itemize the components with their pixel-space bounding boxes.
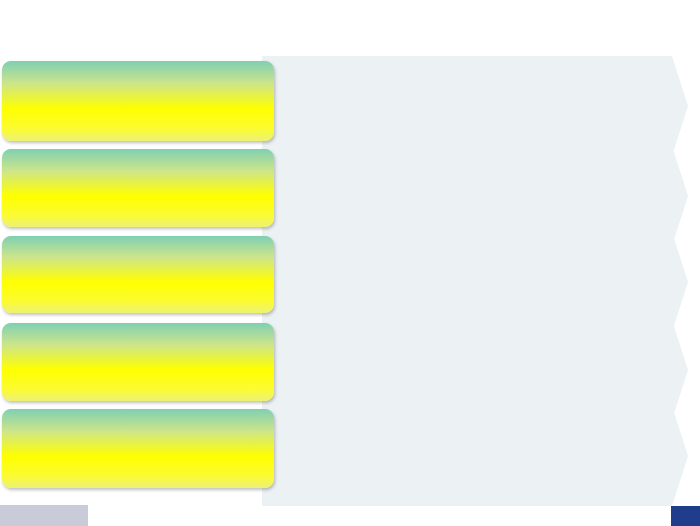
row-arrow-3 [262, 232, 688, 332]
row-arrow-5 [262, 406, 688, 506]
footer-logo-area [0, 505, 88, 526]
row-label-sanitation [2, 236, 274, 313]
page-number [671, 506, 700, 526]
factory-emblem-icon [88, 3, 112, 16]
row-arrow-4 [262, 320, 688, 420]
row-label-sustain [2, 409, 274, 488]
brand-logo [88, 2, 116, 17]
row-arrow-2 [262, 146, 688, 246]
row-label-system [2, 149, 274, 227]
footer-color-bar [88, 506, 671, 526]
row-arrow-1 [262, 56, 688, 156]
row-label-sorting [2, 61, 274, 141]
row-label-standards [2, 323, 274, 401]
